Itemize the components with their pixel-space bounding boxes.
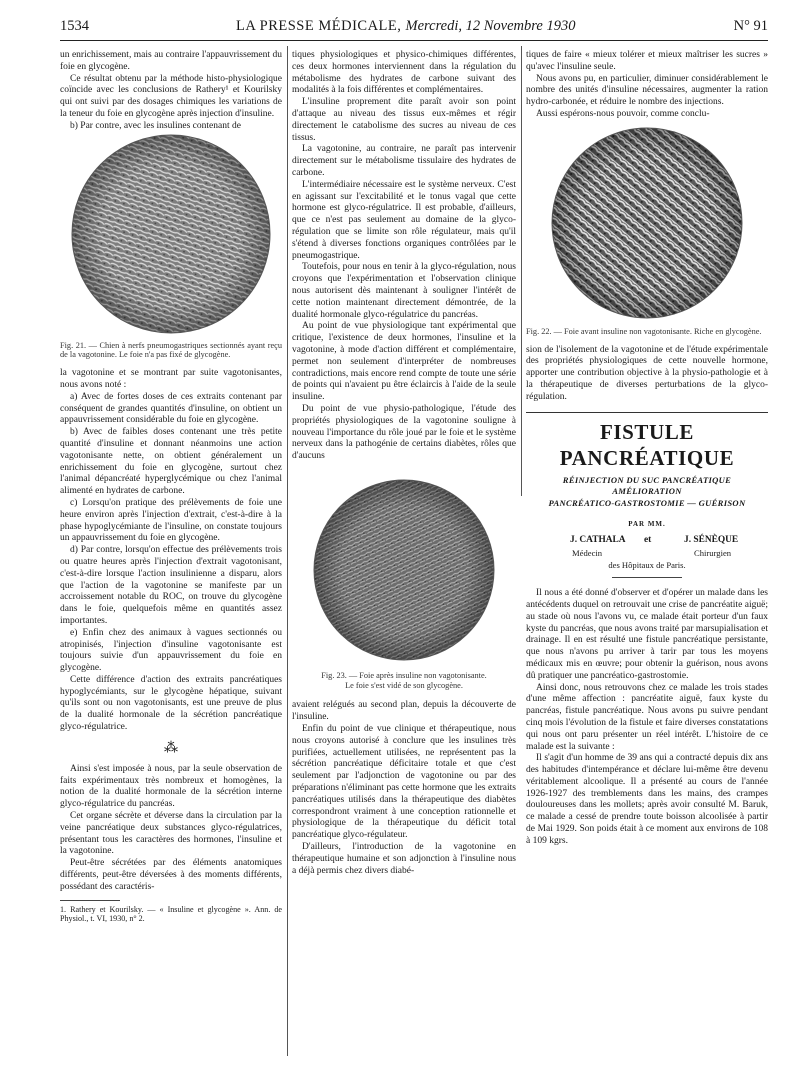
figure-23-caption-line-1: Fig. 23. — Foie après insuline non vagotonisante. — [321, 670, 487, 680]
paragraph: Cet organe sécrète et déverse dans la circulation par la veine pancréatique deux substances glyco-régulatrices, présentant tous les caractères des hormones, l'insuline et la vagotonine. — [60, 811, 282, 857]
paragraph: Au point de vue physiologique tant expérimental que critique, l'existence de deux hormones, l'insuline et la vagotonine, à mode d'action différent et complémentaire, permet non seulement d'interpréter de nombreuses contradictions, mais encore rend compte de toute une série de points qui n'avaient pu être éclaircis à l'aide de la seule insuline. — [292, 321, 516, 403]
paragraph: Nous avons pu, en particulier, diminuer considérablement le nombre des unités d'insuline nécessaires, augmenter la ration hydro-carbonée, et réduire le nombre des injections. — [526, 73, 768, 108]
author-role-chirurgien: Chirurgien — [694, 548, 732, 559]
page-header — [60, 10, 768, 41]
paragraph: c) Lorsqu'on pratique des prélèvements de foie une heure environ après l'injection d'extrait, c'est-à-dire à la phase hypoglycémiante de l'insuline, on constate toujours un appauvrissement du foie en glycogène. — [60, 497, 282, 544]
paragraph: La vagotonine, au contraire, ne paraît pas intervenir directement sur le métabolisme tissulaire des hydrates de carbone. — [292, 144, 516, 178]
author-cathala: J. CATHALA — [570, 535, 626, 546]
paragraph: e) Enfin chez des animaux à vagues sectionnés ou atropinisés, l'injection d'insuline vagotonisante est toujours suivie d'un appauvrissement du foie en glycogène. — [60, 627, 282, 674]
paragraph: Ainsi donc, nous retrouvons chez ce malade les trois stades d'une même affection : pancréatite aiguë, faux kyste du pancréas, fistule pancréatique. Nous avons pu suivre pendant cinq mois l'évolution de la fistule et faire diverses constatations qui nous ont paru présenter un réel intérêt. L'histoire de ce malade est la suivante : — [526, 682, 768, 752]
paragraph: Toutefois, pour nous en tenir à la glyco-régulation, nous croyons que l'expérimentation et l'observation clinique nous autorisent dès maintenant à souligner l'intérêt de cette notion maintenant directement démontrée, de la dualité hormonale glyco-régulatrice du pancréas. — [292, 262, 516, 320]
author-affiliation: des Hôpitaux de Paris. — [608, 560, 686, 571]
paragraph: b) Avec de faibles doses contenant une très petite quantité d'insuline et donnant néanmoins une action vagotonisante nette, on obtient généralement un enrichissement du foie en glycogène, surtout chez l'animal dépancréaté hyperglycémique ou chez l'animal alimenté en hydrates de carbone. — [60, 427, 282, 497]
paragraph: avaient relégués au second plan, depuis la découverte de l'insuline. — [292, 700, 516, 723]
column-2 — [292, 50, 516, 877]
paragraph: Enfin du point de vue clinique et thérapeutique, nous nous croyons autorisé à conclure que les insulines très purifiées, actuellement utilisées, ne représentent pas la sécrétion pancréatique déficitaire totale et que c'est seulement par l'adjonction de vagotonine ou par des préparations n'éliminant pas cette hormone que les extraits pancréatiques utilisés dans la thérapeutique des diabètes correspondront vraiment à une conception rationnelle et physiologique de la thérapeutique du déficit total pancréatique glyco-régulateur. — [292, 724, 516, 841]
column-1 — [60, 50, 282, 924]
column-separator — [521, 46, 522, 496]
paragraph: sion de l'isolement de la vagotonine et de l'étude expérimentale des propriétés physiologiques de cette nouvelle hormone, apporter une contribution objective à la physio-pathologie et à la thérapeutique de diverses perturbations de la glyco-régulation. — [526, 344, 768, 402]
figure-21-caption: Fig. 21. — Chien à nerfs pneumogastriques sectionnés ayant reçu de la vagotonine. Le foie n'a pas fixé de glycogène. — [60, 340, 282, 360]
paragraph: D'ailleurs, l'introduction de la vagotonine en thérapeutique humaine et son adjonction à l'insuline nous a déjà permis chez divers diabé- — [292, 842, 516, 876]
paragraph: la vagotonine et se montrant par suite vagotonisantes, nous avons noté : — [60, 368, 282, 390]
paragraph: tiques physiologiques et physico-chimiques différentes, ces deux hormones interviennent dans la régulation du métabolisme des hydrates de carbone suivant des modalités à la fois différentes et complémentaires. — [292, 50, 516, 96]
authors-block — [526, 535, 768, 571]
column-3 — [526, 50, 768, 848]
paragraph: L'intermédiaire nécessaire est le système nerveux. C'est en agissant sur l'excitabilité et le tonus vagal que cette hormone est glyco-régulatrice. Il est probable, d'ailleurs, que ce n'est pas seulement au domaine de la glyco-régulation que se limite son rôle régulateur, mais qu'il s'étend à diverses fonctions organiques contrôlées par le pneumogastrique. — [292, 179, 516, 261]
paragraph: tiques de faire « mieux tolérer et mieux maîtriser les sucres » qu'avec l'insuline seule. — [526, 50, 768, 72]
figure-23-caption-line-2: Le foie s'est vidé de son glycogène. — [345, 680, 463, 690]
paragraph: Il s'agit d'un homme de 39 ans qui a contracté depuis dix ans des habitudes d'intempérance et déclare lui-même être devenu véritablement alcoolique. Il a présenté au cours de l'année 1926-1927 des tremblements dans les mains, des crampes douloureuses dans les mollets; après avoir consulté M. Baruk, ce malade a cessé de prendre toute boisson alcoolisée à partir de Mai 1929. Son poids était à ce moment aux environs de 108 à 109 kgrs. — [526, 753, 768, 846]
paragraph: Du point de vue physio-pathologique, l'étude des propriétés physiologiques de la vagotonine souligne à nouveau l'importance du rôle joué par le foie et le système nerveux dans la pathogénie de certains diabètes, rôles que d'aucuns — [292, 403, 516, 462]
author-conjunction: et — [644, 535, 652, 546]
author-role-medecin: Médecin — [572, 548, 603, 559]
byline-rule — [612, 577, 682, 578]
paragraph: un enrichissement, mais au contraire l'appauvrissement du foie en glycogène. — [60, 50, 282, 72]
paragraph: Aussi espérons-nous pouvoir, comme conclu- — [536, 108, 710, 119]
article-subtitle-1: RÉINJECTION DU SUC PANCRÉATIQUE — [562, 474, 732, 485]
figure-23-micrograph — [309, 477, 499, 663]
page-number: 1534 — [60, 18, 89, 34]
journal-title — [236, 18, 575, 35]
footnote-rule — [60, 900, 120, 901]
paragraph: Il nous a été donné d'observer et d'opérer un malade dans les antécédents duquel on retrouvait une crise de pancréatite aiguë; au stade où nous l'avons vu, ce malade était porteur d'un faux kyste du pancréas, que nous avons traité par marsupialisation et drainage. Il en est résulté une fistule pancréatique persistante, que nous n'avons pu arriver à tarir par tous les moyens médicaux mis en œuvre; pour obtenir la guérison, nous avons dû pratiquer une pancréatico-gastrostomie. — [526, 588, 768, 681]
article-subtitle-3: PANCRÉATICO-GASTROSTOMIE — GUÉRISON — [548, 497, 746, 508]
figure-22-caption: Fig. 22. — Foie avant insuline non vagotonisante. Riche en glycogène. — [526, 326, 762, 336]
figure-21-micrograph — [68, 133, 274, 335]
article-rule — [526, 412, 768, 413]
figure-22-micrograph — [547, 125, 747, 321]
footnote: 1. Rathery et Kourilsky. — « Insuline et glycogène ». Ann. de Physiol., t. VI, 1930, n° 2. — [60, 904, 282, 924]
article-title: FISTULE PANCRÉATIQUE — [559, 419, 735, 470]
section-break: ⁂ — [164, 740, 178, 756]
paragraph: a) Avec de fortes doses de ces extraits contenant par conséquent de grandes quantités d'insuline, on obtient un appauvrissement considérable du foie en glycogène. — [60, 391, 282, 426]
figure-23-caption — [292, 671, 516, 691]
issue-number: N° 91 — [733, 18, 768, 34]
paragraph: d) Par contre, lorsqu'on effectue des prélèvements trois ou quatre heures après l'injection d'extrait vagotonisant, c'est-à-dire lorsque l'action insulinienne a disparu, alors que l'action de la vagotonine se manifeste par un accroissement notable du ROC, on trouve du glycogène dans le foie, quelquefois même en quantités assez importantes. — [60, 545, 282, 626]
journal-name: LA PRESSE MÉDICALE, — [236, 18, 402, 34]
article-subtitle-2: AMÉLIORATION — [612, 486, 682, 497]
paragraph: Ainsi s'est imposée à nous, par la seule observation de faits expérimentaux très nombreux et homogènes, la notion de la dualité hormonale de la sécrétion interne glyco-régulatrice du pancréas. — [60, 763, 282, 810]
issue-date: Mercredi, 12 Novembre 1930 — [405, 18, 576, 34]
paragraph: L'insuline proprement dite paraît avoir son point d'attaque au niveau des tissus eux-mêmes et régir directement le catabolisme des sucres au niveau de ces tissus. — [292, 97, 516, 143]
paragraph: Cette différence d'action des extraits pancréatiques hypoglycémiants, sur le glycogène hépatique, suivant qu'ils sont ou non vagotonisants, est une preuve de plus de la dualité hormonale de la sécrétion pancréatique glyco-régulatrice. — [60, 674, 282, 733]
byline-label: PAR MM. — [628, 520, 666, 529]
paragraph: b) Par contre, avec les insulines contenant de — [70, 120, 241, 131]
column-separator — [287, 46, 288, 1056]
paragraph: Ce résultat obtenu par la méthode histo-physiologique coïncide avec les conclusions de Rathery¹ et Kourilsky qui ont suivi par des dosages chimiques les variations de la teneur du foie en glycogène après injection d'insuline. — [60, 73, 282, 119]
paragraph: Peut-être sécrétées par des éléments anatomiques différents, peut-être déversées à des moments différents, possédant des caractéris- — [60, 858, 282, 892]
author-seneque: J. SÉNÈQUE — [684, 535, 739, 546]
